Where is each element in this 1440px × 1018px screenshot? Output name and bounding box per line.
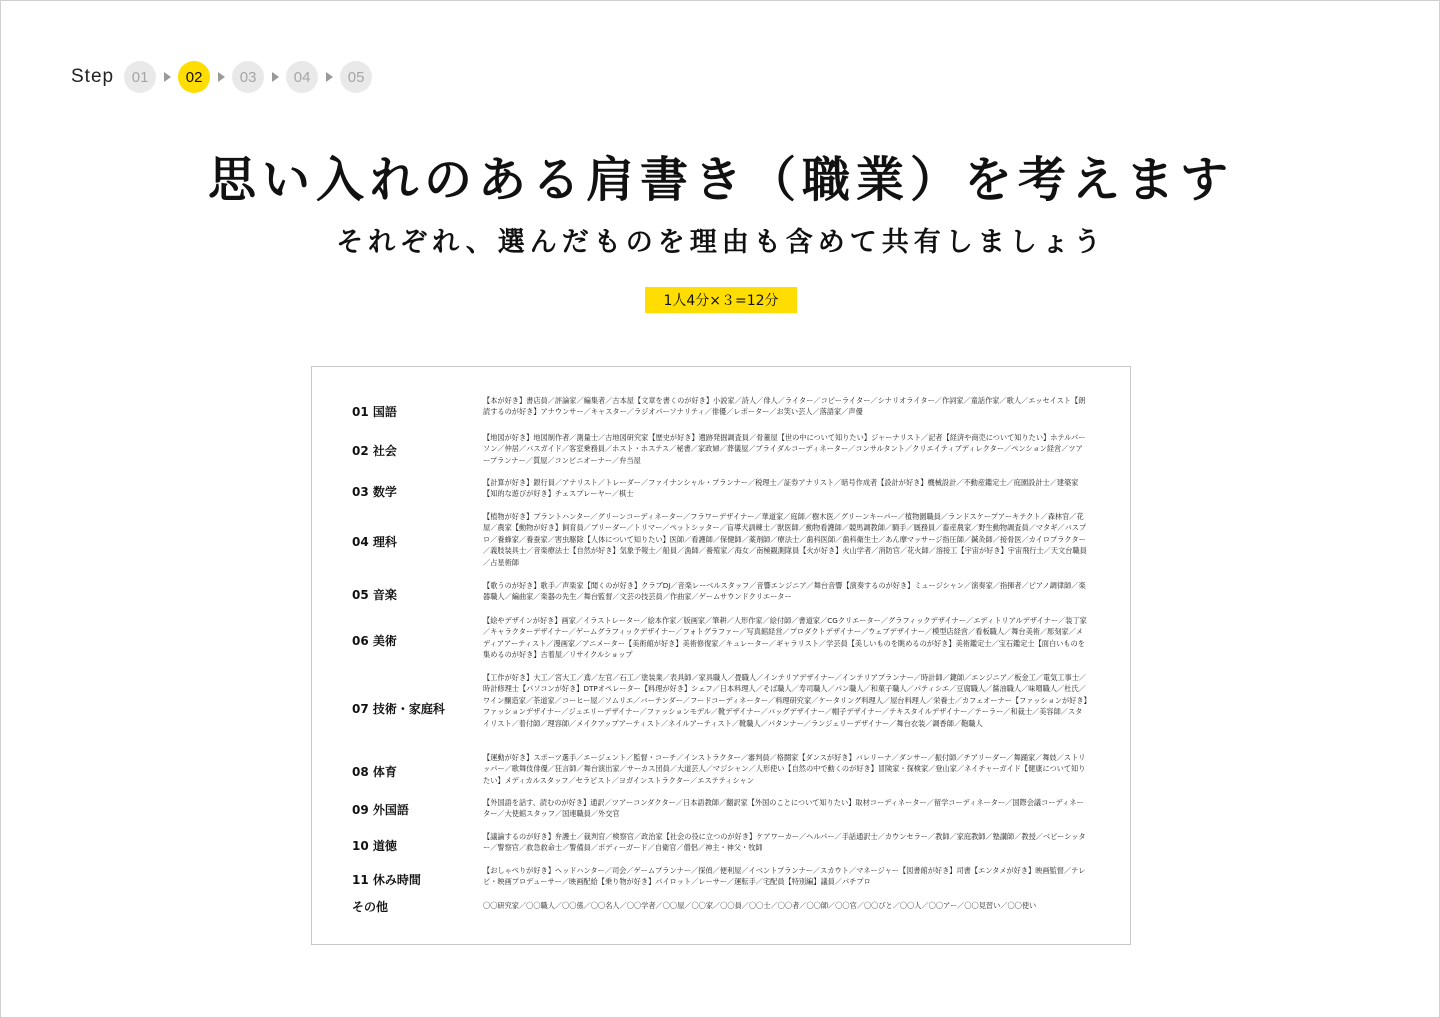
step-01[interactable]: 01 [124, 61, 156, 93]
subject-jobs: 【外国語を話す、読むのが好き】通訳／ツアーコンダクター／日本語教師／翻訳家【外国のことについて知りたい】取材コーディネーター／留学コーディネーター／国際会議コーディネーター／大使館スタッフ／国連職員／外交官 [483, 798, 1084, 819]
step-arrow-icon [272, 72, 279, 82]
subject-jobs: 【本が好き】書店員／評論家／編集者／古本屋【文章を書くのが好き】小説家／詩人／俳人／ライター／コピーライター／シナリオライター／作詞家／童話作家／歌人／エッセイスト【朗読するのが好き】アナウンサー／キャスター／ラジオパーソナリティ／俳優／レポーター／お笑い芸人／落語家／声優 [483, 396, 1086, 417]
subject-name: 08 体育 [352, 765, 397, 779]
subject-name: 09 外国語 [352, 803, 409, 817]
step-04[interactable]: 04 [286, 61, 318, 93]
time-badge: 1人4分×３=12分 [645, 287, 797, 313]
subject-name: 03 数学 [352, 485, 397, 499]
subject-name: 01 国語 [352, 405, 397, 419]
subject-jobs: 【地図が好き】地図制作者／測量士／古地図研究家【歴史が好き】遺跡発掘調査員／骨董屋【世の中について知りたい】ジャーナリスト／記者【経済や商売について知りたい】ホテルパーソン／仲居／バスガイド／客室乗務員／ホスト・ホステス／秘書／家政婦／葬儀屋／ブライダルコーディネーター／コンサルタント／クリエイティブディレクター／ペンション経営／ツアープランナー／質屋／コンビニオーナー／弁当屋 [483, 433, 1086, 465]
subject-jobs: 【計算が好き】銀行員／アナリスト／トレーダー／ファイナンシャル・プランナー／税理士／証券アナリスト／暗号作成者【設計が好き】機械設計／不動産鑑定士／庭園設計士／建築家【知的な遊びが好き】チェスプレーヤー／棋士 [483, 478, 1079, 499]
step-label: Step [71, 66, 115, 87]
subject-jobs: 【おしゃべりが好き】ヘッドハンター／司会／ゲームプランナー／探偵／便利屋／イベントプランナー／スカウト／マネージャー【図書館が好き】司書【エンタメが好き】映画監督／テレビ・映画プロデューサー／映画配給【乗り物が好き】パイロット／レーサー／運転手／宅配員【特別編】議員／パチプロ [483, 866, 1086, 887]
step-arrow-icon [218, 72, 225, 82]
occupation-list-document [311, 366, 1131, 945]
step-arrow-icon [326, 72, 333, 82]
subject-jobs: 【議論するのが好き】弁護士／裁判官／検察官／政治家【社会の役に立つのが好き】ケアワーカー／ヘルパー／手話通訳士／カウンセラー／教師／家庭教師／塾講師／教授／ベビーシッター／警察官／救急救命士／警備員／ボディーガード／自衛官／僧侶／神主・神父・牧師 [483, 832, 1086, 853]
subject-jobs: 【植物が好き】プラントハンター／グリーンコーディネーター／フラワーデザイナー／華道家／庭師／樹木医／グリーンキーパー／植物園職員／ランドスケープアーキテクト／森林官／花屋／農家【動物が好き】飼育員／ブリーダー／トリマー／ペットシッター／盲導犬訓練士／獣医師／動物看護師／競馬調教師／騎手／厩務員／畜産農家／野生動物調査員／マタギ／バスプロ／養蜂家／養蚕家／害虫駆除【人体について知りたい】医師／看護師／保健師／薬剤師／療法士／歯科医師／歯科衛生士／あん摩マッサージ指圧師／鍼灸師／接骨医／カイロプラクター／義肢装具士／音楽療法士【自然が好き】気象予報士／船員／漁師／養殖家／海女／南極観測隊員【火が好き】火山学者／消防官／花火師／溶接工【宇宙が好き】宇宙飛行士／天文台職員／占星術師 [483, 512, 1087, 567]
step-02[interactable]: 02 [178, 61, 210, 93]
step-arrow-icon [164, 72, 171, 82]
subject-name: その他 [352, 900, 389, 914]
subject-jobs: 【工作が好き】大工／宮大工／鳶／左官／石工／塗装業／表具師／家具職人／畳職人／インテリアデザイナー／インテリアプランナー／時計師／鍵師／エンジニア／板金工／電気工事士／時計修理士【パソコンが好き】DTPオペレーター【料理が好き】シェフ／日本料理人／そば職人／寿司職人／パン職人／和菓子職人／パティシエ／豆腐職人／醤油職人／味噌職人／杜氏／ワイン醸造家／茶道家／コーヒー屋／ソムリエ／バーテンダー／フードコーディネーター／料理研究家／ケータリング料理人／屋台料理人／栄養士／カフェオーナー【ファッションが好き】ファッションデザイナー／ジュエリーデザイナー／ファッションモデル／靴デザイナー／バッグデザイナー／帽子デザイナー／テキスタイルデザイナー／テーラー／和裁士／美容師／スタイリスト／着付師／理容師／メイクアップアーティスト／ネイルアーティスト／靴職人／パタンナー／ランジェリーデザイナー／舞台衣装／調香師／鞄職人 [483, 673, 1088, 728]
subject-jobs: 【歌うのが好き】歌手／声楽家【聞くのが好き】クラブDJ／音楽レーベルスタッフ／音響エンジニア／舞台音響【演奏するのが好き】ミュージシャン／演奏家／指揮者／ピアノ調律師／楽器職人／編曲家／楽器の先生／舞台監督／文芸の技芸員／作曲家／ゲームサウンドクリエーター [483, 581, 1086, 602]
subject-name: 02 社会 [352, 444, 397, 458]
step-indicator [71, 61, 372, 93]
step-05[interactable]: 05 [340, 61, 372, 93]
subject-name: 11 休み時間 [352, 873, 421, 887]
subject-name: 10 道徳 [352, 839, 397, 853]
subject-jobs: 【運動が好き】スポーツ選手／エージェント／監督・コーチ／インストラクター／審判員／格闘家【ダンスが好き】バレリーナ／ダンサー／振付師／チアリーダー／舞踊家／舞妓／ストリッパー／歌舞伎俳優／狂言師／舞台演出家／サーカス団員／大道芸人／マジシャン／人形使い【自然の中で動くのが好き】冒険家・探検家／登山家／ネイチャーガイド【健康について知りたい】メディカルスタッフ／セラピスト／ヨガインストラクター／エステティシャン [483, 753, 1086, 785]
subject-name: 05 音楽 [352, 588, 397, 602]
subject-name: 04 理科 [352, 535, 397, 549]
subject-jobs: 〇〇研究家／〇〇職人／〇〇係／〇〇名人／〇〇学者／〇〇屋／〇〇家／〇〇員／〇〇士／〇〇者／〇〇師／〇〇官／〇〇びと／〇〇人／〇〇アー／〇〇見習い／〇〇使い [483, 901, 1037, 910]
subject-name: 06 美術 [352, 634, 397, 648]
step-03[interactable]: 03 [232, 61, 264, 93]
page-subtitle: それぞれ、選んだものを理由も含めて共有しましょう [336, 227, 1106, 258]
page-title: 思い入れのある肩書き（職業）を考えます [207, 152, 1234, 208]
subject-jobs: 【絵やデザインが好き】画家／イラストレーター／絵本作家／版画家／筆耕／人形作家／絵付師／書道家／CGクリエーター／グラフィックデザイナー／エディトリアルデザイナー／装丁家／キャラクターデザイナー／ゲームグラフィックデザイナー／フォトグラファー／写真館経営／プロダクトデザイナー／ウェブデザイナー／模型店経営／看板職人／舞台美術／彫刻家／メディアアーティスト／漫画家／アニメーター【美術館が好き】美術修復家／キュレーター／ギャラリスト／学芸員【美しいものを眺めるのが好き】美術鑑定士／宝石鑑定士【面白いものを集めるのが好き】古着屋／リサイクルショップ [483, 616, 1087, 660]
subject-name: 07 技術・家庭科 [352, 702, 445, 716]
